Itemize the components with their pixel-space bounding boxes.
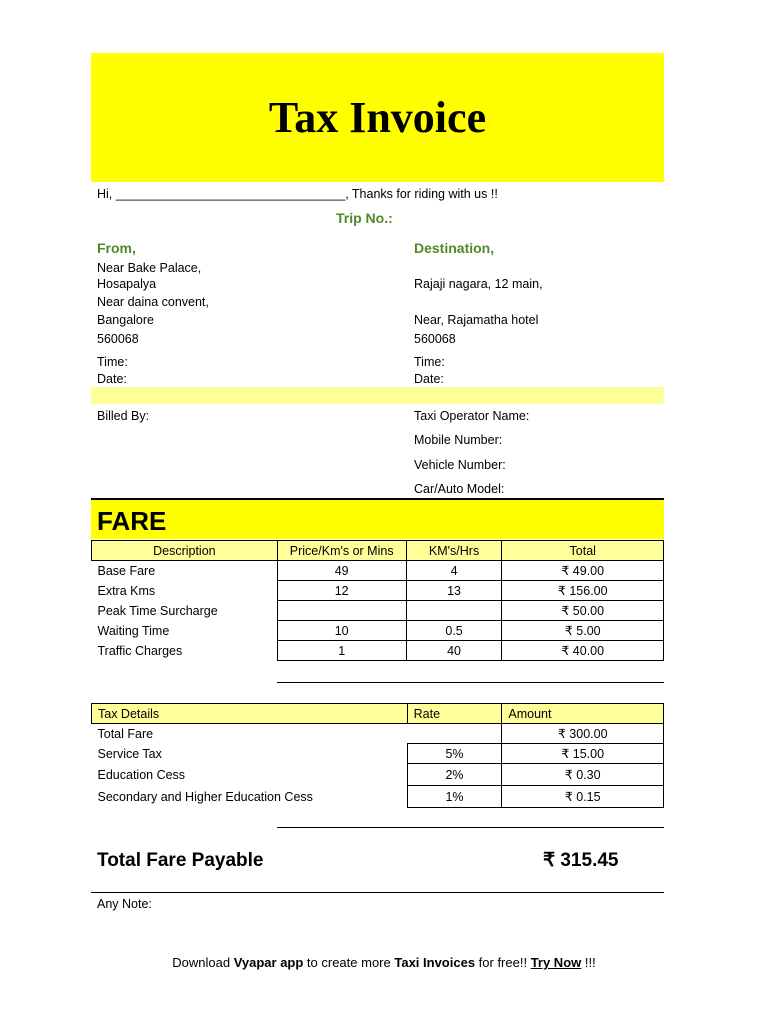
destination-line: Near, Rajamatha hotel <box>414 313 539 327</box>
vehicle-number-label: Vehicle Number: <box>414 458 506 472</box>
fare-description: Extra Kms <box>97 583 156 598</box>
any-note-label: Any Note: <box>97 897 152 911</box>
tax-header-row <box>92 704 664 724</box>
total-fare-label: Total Fare Payable <box>97 850 264 871</box>
fare-header-row <box>92 541 664 561</box>
footer-invoices: Taxi Invoices <box>394 955 476 970</box>
footer-text: to create more <box>303 955 395 970</box>
fare-price: 49 <box>277 561 406 581</box>
table-row <box>92 621 664 641</box>
greeting-line <box>97 186 498 202</box>
table-row <box>92 581 664 601</box>
operator-name-label: Taxi Operator Name: <box>414 409 530 423</box>
table-row <box>92 601 664 621</box>
tax-amount: ₹ 300.00 <box>502 724 664 744</box>
car-model-label: Car/Auto Model: <box>414 482 505 496</box>
trip-number-label: Trip No.: <box>336 210 393 226</box>
from-line: Hosapalya <box>97 277 157 291</box>
tax-rate: 1% <box>407 786 502 808</box>
table-row <box>92 724 664 744</box>
fare-total: ₹ 156.00 <box>502 581 664 601</box>
footer-text: Download <box>172 955 234 970</box>
fare-total: ₹ 50.00 <box>502 601 664 621</box>
tax-table <box>91 703 664 808</box>
column-header: Total <box>502 541 664 561</box>
invoice-title: Tax Invoice <box>268 93 487 142</box>
footer-app-name: Vyapar app <box>233 955 304 970</box>
destination-line: 560068 <box>414 332 456 346</box>
destination-date-label: Date: <box>414 372 444 386</box>
tax-amount: ₹ 0.15 <box>502 786 664 808</box>
fare-qty <box>406 601 502 621</box>
tax-description: Secondary and Higher Education Cess <box>97 789 313 804</box>
total-fare-value: ₹ 315.45 <box>543 850 619 871</box>
from-line: 560068 <box>97 332 139 346</box>
divider-rule <box>91 892 664 893</box>
fare-qty: 40 <box>406 641 502 661</box>
tax-description: Total Fare <box>97 726 154 741</box>
column-header: Amount <box>502 704 664 724</box>
tax-amount: ₹ 0.30 <box>502 764 664 786</box>
fare-qty: 4 <box>406 561 502 581</box>
footer-promo <box>0 954 768 972</box>
from-line: Bangalore <box>97 313 154 327</box>
tax-rate <box>407 724 502 744</box>
table-row <box>92 561 664 581</box>
fare-description: Base Fare <box>97 563 156 578</box>
section-divider-band <box>91 387 664 404</box>
fare-price: 1 <box>277 641 406 661</box>
fare-total: ₹ 40.00 <box>502 641 664 661</box>
fare-qty: 0.5 <box>406 621 502 641</box>
destination-line: Rajaji nagara, 12 main, <box>414 277 543 291</box>
footer-text: for free!! <box>475 955 531 970</box>
destination-label: Destination, <box>414 240 495 256</box>
fare-description: Waiting Time <box>97 623 170 638</box>
fare-total: ₹ 5.00 <box>502 621 664 641</box>
tax-description: Education Cess <box>97 767 186 782</box>
tax-rate: 5% <box>407 744 502 764</box>
from-label: From, <box>97 240 136 256</box>
try-now-link[interactable]: Try Now <box>530 955 582 970</box>
table-row <box>92 641 664 661</box>
from-line: Near daina convent, <box>97 295 209 309</box>
table-row <box>92 744 664 764</box>
tax-amount: ₹ 15.00 <box>502 744 664 764</box>
fare-price: 12 <box>277 581 406 601</box>
from-time-label: Time: <box>97 355 128 369</box>
fare-description: Traffic Charges <box>97 643 183 658</box>
destination-time-label: Time: <box>414 355 445 369</box>
greeting-thanks: , Thanks for riding with us !! <box>345 187 498 201</box>
fare-banner <box>91 498 664 539</box>
fare-description: Peak Time Surcharge <box>97 603 218 618</box>
column-header: Price/Km's or Mins <box>277 541 406 561</box>
fare-price: 10 <box>277 621 406 641</box>
from-date-label: Date: <box>97 372 127 386</box>
divider-rule <box>277 827 664 828</box>
footer-text: !!! <box>581 955 596 970</box>
tax-description: Service Tax <box>97 746 162 761</box>
table-row <box>92 786 664 808</box>
column-header: KM's/Hrs <box>406 541 502 561</box>
greeting-hi: Hi, <box>97 187 113 201</box>
mobile-number-label: Mobile Number: <box>414 433 503 447</box>
column-header: Rate <box>407 704 502 724</box>
customer-name-blank[interactable]: _________________________________ <box>115 187 346 201</box>
fare-price <box>277 601 406 621</box>
table-row <box>92 764 664 786</box>
tax-rate: 2% <box>407 764 502 786</box>
fare-total: ₹ 49.00 <box>502 561 664 581</box>
column-header: Description <box>92 541 278 561</box>
from-line: Near Bake Palace, <box>97 261 202 275</box>
billed-by-label: Billed By: <box>97 409 150 423</box>
column-header: Tax Details <box>92 704 408 724</box>
fare-qty: 13 <box>406 581 502 601</box>
fare-table <box>91 540 664 661</box>
divider-rule <box>277 682 664 683</box>
fare-title: FARE <box>97 506 167 536</box>
